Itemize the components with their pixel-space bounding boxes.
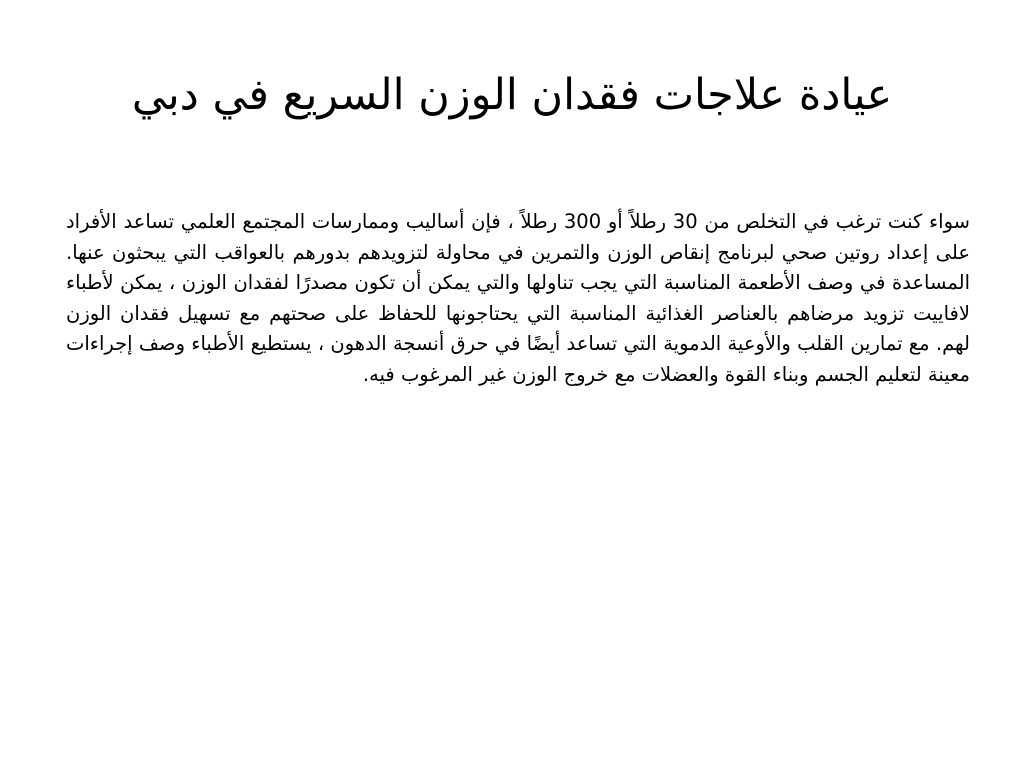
slide-body-paragraph: سواء كنت ترغب في التخلص من 30 رطلاً أو 300 رطلاً ، فإن أساليب وممارسات المجتمع العلمي تساعد الأفراد على إعداد روتين صحي لبرنامج إنقاص الوزن والتمرين في محاولة لتزويدهم بدورهم بالعواقب التي يبحثون عنها. المساعدة في وصف الأطعمة المناسبة التي يجب تناولها والتي يمكن أن تكون مصدرًا لفقدان الوزن ، يمكن لأطباء لافاييت تزويد مرضاهم بالعناصر الغذائية المناسبة التي يحتاجونها للحفاظ على صحتهم مع تسهيل فقدان الوزن لهم. مع تمارين القلب والأوعية الدموية التي تساعد أيضًا في حرق أنسجة الدهون ، يستطيع الأطباء وصف إجراءات معينة لتعليم الجسم وبناء القوة والعضلات مع خروج الوزن غير المرغوب فيه. xyxy=(66,210,970,386)
slide-title: عيادة علاجات فقدان الوزن السريع في دبي xyxy=(131,70,893,120)
